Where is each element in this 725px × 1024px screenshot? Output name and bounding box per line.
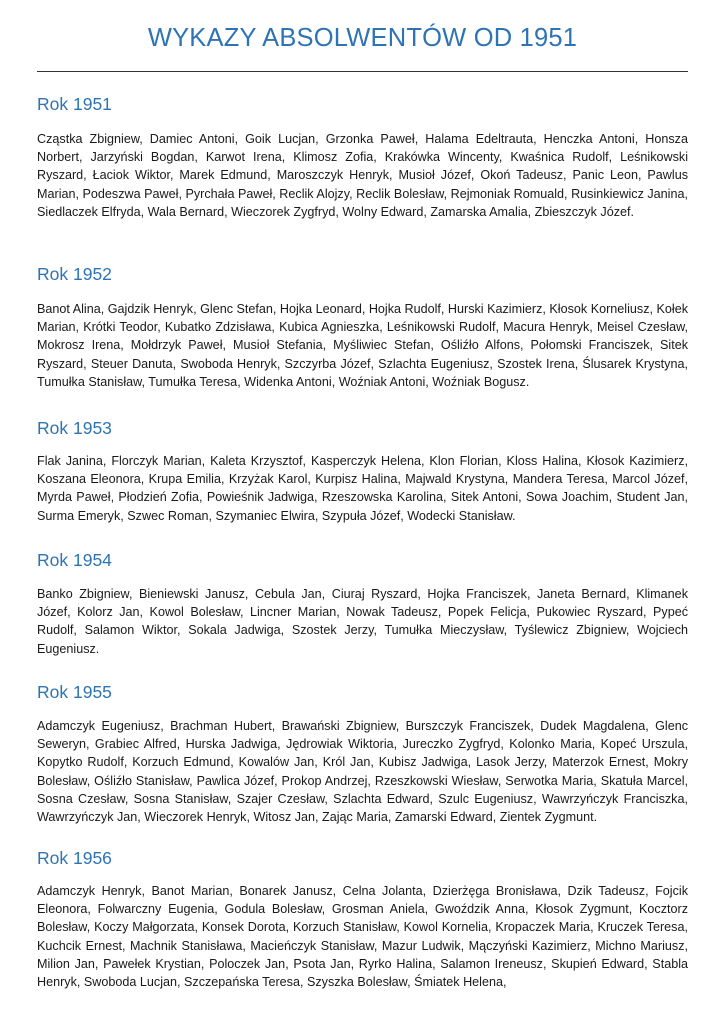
section-heading: Rok 1951 — [37, 94, 112, 114]
section-heading: Rok 1952 — [37, 264, 112, 284]
section-heading: Rok 1956 — [37, 848, 112, 868]
section-rok-1954 — [37, 547, 688, 658]
graduates-list: Flak Janina, Florczyk Marian, Kaleta Krzysztof, Kasperczyk Helena, Klon Florian, Kloss Halina, Kłosok Kazimierz, Koszana Eleonora, Krupa Emilia, Krzyżak Karol, Kurpisz Halina, Majwald Krystyna, Mandera Teresa, Marcol Józef, Myrda Paweł, Płodzień Zofia, Powieśnik Jadwiga, Rzeszowska Karolina, Sitek Antoni, Sowa Joachim, Student Jan, Surma Emeryk, Szwec Roman, Szymaniec Elwira, Szypuła Józef, Wodecki Stanisław. — [37, 454, 688, 523]
section-heading: Rok 1953 — [37, 418, 112, 438]
section-heading: Rok 1955 — [37, 682, 112, 702]
page-title: WYKAZY ABSOLWENTÓW OD 1951 — [147, 24, 578, 52]
graduates-list: Banot Alina, Gajdzik Henryk, Glenc Stefan, Hojka Leonard, Hojka Rudolf, Hurski Kazimierz, Kłosok Korneliusz, Kołek Marian, Krótki Teodor, Kubatko Zdzisława, Kubica Agnieszka, Leśnikowski Rudolf, Macura Henryk, Meisel Czesław, Mokrosz Irena, Mołdrzyk Paweł, Musioł Stefania, Myśliwiec Stefan, Ośliźło Alfons, Połomski Franciszek, Sitek Ryszard, Steuer Danuta, Swoboda Henryk, Szczyrba Józef, Szlachta Eugeniusz, Szostek Irena, Ślusarek Krystyna, Tumułka Stanisław, Tumułka Teresa, Widenka Antoni, Woźniak Antoni, Woźniak Bogusz. — [37, 302, 688, 389]
section-rok-1955 — [37, 679, 688, 826]
section-rok-1952 — [37, 261, 688, 391]
section-rok-1953 — [37, 415, 688, 525]
title-divider — [37, 71, 688, 72]
graduates-list: Adamczyk Eugeniusz, Brachman Hubert, Brawański Zbigniew, Burszczyk Franciszek, Dudek Magdalena, Glenc Seweryn, Grabiec Alfred, Hurska Jadwiga, Jędrowiak Wiktoria, Jureczko Zygfryd, Kolonko Maria, Kopeć Urszula, Kopytko Rudolf, Korzuch Edmund, Kowalów Jan, Król Jan, Kubisz Jadwiga, Lasok Jerzy, Materzok Ernest, Mokry Bolesław, Ośliźło Stanisław, Pawlica Józef, Prokop Andrzej, Rzeszkowski Wiesław, Serwotka Maria, Skatuła Marcel, Sosna Czesław, Sosna Stanisław, Szajer Czesław, Szlachta Edward, Szulc Eugeniusz, Wawrzyńczyk Franciszka, Wawrzyńczyk Jan, Wieczorek Henryk, Witosz Jan, Zając Maria, Zamarski Edward, Zientek Zygmunt. — [37, 719, 688, 825]
section-rok-1951 — [37, 91, 688, 221]
section-rok-1956 — [37, 845, 688, 991]
graduates-list: Cząstka Zbigniew, Damiec Antoni, Goik Lucjan, Grzonka Paweł, Halama Edeltrauta, Henczka Antoni, Honsza Norbert, Jarzyński Bogdan, Karwot Irena, Klimosz Zofia, Krakówka Wincenty, Kwaśnica Rudolf, Leśnikowski Ryszard, Łaciok Wiktor, Marek Edmund, Maroszczyk Henryk, Musioł Józef, Okoń Tadeusz, Panic Leon, Pawlus Marian, Podeszwa Paweł, Pyrchała Paweł, Reclik Alojzy, Reclik Bolesław, Rejmoniak Romuald, Rusinkiewicz Janina, Siedlaczek Elfryda, Wala Bernard, Wieczorek Zygfryd, Wolny Edward, Zamarska Amalia, Zbieszczyk Józef. — [37, 132, 688, 219]
document-page — [37, 0, 688, 1024]
section-heading: Rok 1954 — [37, 550, 112, 570]
graduates-list: Adamczyk Henryk, Banot Marian, Bonarek Janusz, Celna Jolanta, Dzierżęga Bronisława, Dzik Tadeusz, Fojcik Eleonora, Folwarczny Eugenia, Godula Bolesław, Grosman Aniela, Gwoździk Anna, Kłosok Zygmunt, Kocztorz Bolesław, Koczy Małgorzata, Konsek Dorota, Korzuch Stanisław, Kowol Kornelia, Kropaczek Maria, Kruczek Teresa, Kuchcik Ernest, Machnik Stanisława, Macieńczyk Stanisław, Mazur Ludwik, Mączyński Kazimierz, Michno Mariusz, Milion Jan, Pawełek Krystian, Poloczek Jan, Psota Jan, Ryrko Halina, Salamon Ireneusz, Skupień Edward, Stabla Henryk, Swoboda Lucjan, Szczepańska Teresa, Szyszka Bolesław, Śmiatek Helena, — [37, 884, 688, 990]
graduates-list: Banko Zbigniew, Bieniewski Janusz, Cebula Jan, Ciuraj Ryszard, Hojka Franciszek, Janeta Bernard, Klimanek Józef, Kolorz Jan, Kowol Bolesław, Lincner Marian, Nowak Tadeusz, Popek Felicja, Pukowiec Ryszard, Pypeć Rudolf, Salamon Wiktor, Sokala Jadwiga, Szostek Jerzy, Tumułka Mieczysław, Tyślewicz Zbigniew, Wojciech Eugeniusz. — [37, 587, 688, 656]
